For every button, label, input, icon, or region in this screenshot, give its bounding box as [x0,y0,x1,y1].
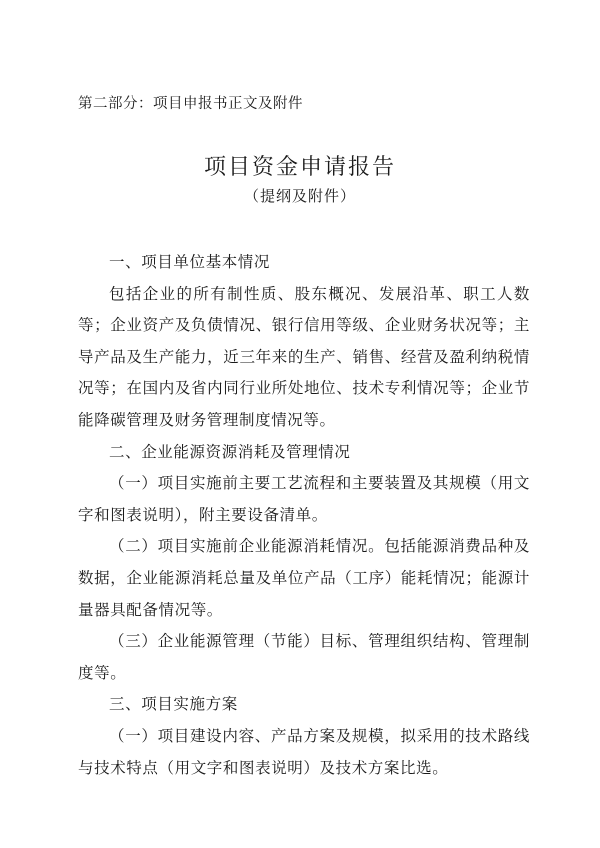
document-subtitle: （提纲及附件） [243,187,356,205]
paragraph-energy-2: （二）项目实施前企业能源消耗情况。包括能源消费品种及数据，企业能源消耗总量及单位产品（工序）能耗情况；能源计量器具配备情况等。 [78,537,530,619]
paragraph-energy-1: （一）项目实施前主要工艺流程和主要装置及其规模（用文字和图表说明），附主要设备清单。 [78,474,530,524]
paragraph-plan-1: （一）项目建设内容、产品方案及规模，拟采用的技术路线与技术特点（用文字和图表说明）及技术方案比选。 [78,726,530,777]
document-body [78,247,530,784]
part-heading: 第二部分：项目申报书正文及附件 [78,96,303,112]
document-title: 项目资金申请报告 [203,155,396,180]
paragraph-unit-info: 包括企业的所有制性质、股东概况、发展沿革、职工人数等；企业资产及负债情况、银行信用等级、企业财务状况等；主导产品及生产能力，近三年来的生产、销售、经营及盈利纳税情况等；在国内及省内同行业所处地位、技术专利情况等；企业节能降碳管理及财务管理制度情况等。 [78,284,530,429]
paragraph-energy-3: （三）企业能源管理（节能）目标、管理组织结构、管理制度等。 [78,632,530,682]
section-heading-plan: 三、项目实施方案 [109,695,238,714]
section-heading-unit-info: 一、项目单位基本情况 [109,253,271,271]
section-heading-energy: 二、企业能源资源消耗及管理情况 [109,442,351,461]
